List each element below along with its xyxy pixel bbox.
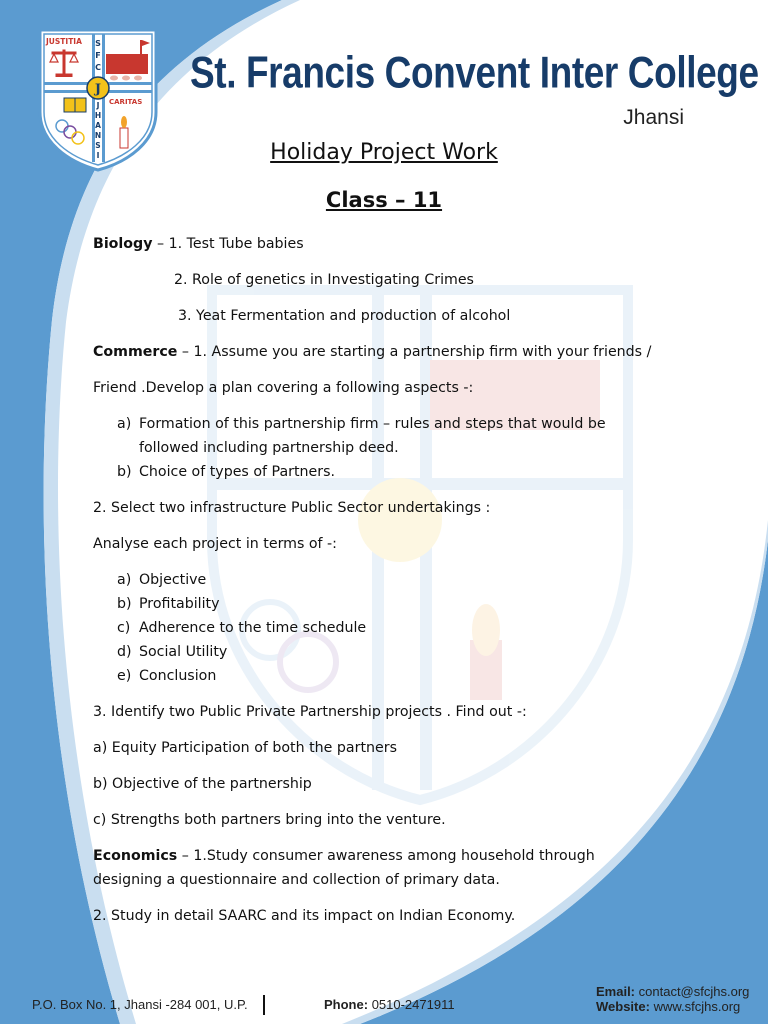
commerce-label: Commerce <box>93 344 178 360</box>
economics-q1-line-2: designing a questionnaire and collection of primary data. <box>93 872 500 888</box>
book-icon <box>64 98 86 112</box>
list-text: Social Utility <box>139 644 228 660</box>
crest-letter-a: A <box>95 121 101 130</box>
commerce-q3-item-b: b) Objective of the partnership <box>93 776 312 792</box>
commerce-q2-line-1: 2. Select two infrastructure Public Sector undertakings : <box>93 500 491 516</box>
footer-phone-number: 0510-2471911 <box>371 997 455 1012</box>
economics-q1-line-1 <box>93 844 595 868</box>
school-city: Jhansi <box>623 106 684 129</box>
footer-phone-label: Phone: <box>324 997 369 1012</box>
footer-website-label: Website: <box>596 999 650 1014</box>
list-marker: b) <box>117 464 132 480</box>
biology-item-3: 3. Yeat Fermentation and production of alcohol <box>178 308 511 324</box>
crest-letter-n: N <box>94 131 102 140</box>
crest-letter-c: C <box>95 63 101 72</box>
crest-letter-i: I <box>96 151 100 160</box>
list-text: Adherence to the time schedule <box>139 620 367 636</box>
economics-q1-text: – 1.Study consumer awareness among household through <box>177 848 595 864</box>
commerce-q1-line-2: Friend .Develop a plan covering a following aspects -: <box>93 380 474 396</box>
crest-letter-h: H <box>94 111 102 120</box>
list-marker: a) <box>117 572 132 588</box>
commerce-q3-item-a: a) Equity Participation of both the partners <box>93 740 397 756</box>
document-title <box>0 140 768 165</box>
economics-label: Economics <box>93 848 178 864</box>
list-text: Conclusion <box>139 668 217 684</box>
footer-phone <box>324 997 455 1012</box>
footer-email-link[interactable]: contact@sfcjhs.org <box>638 984 750 999</box>
commerce-q3-item-c: c) Strengths both partners bring into the venture. <box>93 812 446 828</box>
footer-divider <box>263 995 265 1015</box>
crest-letter-j: J <box>96 101 100 110</box>
footer-website <box>596 999 740 1014</box>
list-text: Profitability <box>139 596 220 612</box>
list-text: Objective <box>139 572 207 588</box>
biology-label: Biology <box>93 236 153 252</box>
footer-address: P.O. Box No. 1, Jhansi -284 001, U.P. <box>32 997 248 1012</box>
class-heading-text: Class – 11 <box>325 188 443 212</box>
crest-letter-s2: S <box>95 141 101 150</box>
crest-letter-f: F <box>95 51 101 60</box>
class-heading <box>0 188 768 212</box>
economics-q2-line: 2. Study in detail SAARC and its impact on Indian Economy. <box>93 908 516 924</box>
footer-email-label: Email: <box>596 984 636 999</box>
footer-email <box>596 984 749 999</box>
list-marker: d) <box>117 644 132 660</box>
list-text: followed including partnership deed. <box>139 440 399 456</box>
biology-item-1: 1. Test Tube babies <box>168 236 304 252</box>
list-marker: a) <box>117 416 132 432</box>
list-marker: c) <box>117 620 131 636</box>
biology-item-2: 2. Role of genetics in Investigating Crimes <box>174 272 474 288</box>
list-text: Choice of types of Partners. <box>139 464 335 480</box>
list-marker: b) <box>117 596 132 612</box>
list-marker: e) <box>117 668 132 684</box>
crest-letter-s: S <box>95 39 101 48</box>
footer-website-link[interactable]: www.sfcjhs.org <box>653 999 741 1014</box>
document-title-text: Holiday Project Work <box>270 140 498 165</box>
crest-center-letter: J <box>94 82 102 97</box>
commerce-q2-line-2: Analyse each project in terms of -: <box>93 536 337 552</box>
crest-caritas-text: CARITAS <box>109 98 143 106</box>
biology-line-1 <box>93 232 304 256</box>
crest-justitia-text: JUSTITIA <box>46 37 82 46</box>
commerce-q3-line: 3. Identify two Public Private Partnership projects . Find out -: <box>93 704 527 720</box>
commerce-q1-line-1 <box>93 340 651 364</box>
school-name-heading: St. Francis Convent Inter College <box>190 48 759 98</box>
biology-separator: – <box>152 236 169 252</box>
list-text: Formation of this partnership firm – rules and steps that would be <box>139 416 606 432</box>
commerce-q1-text: – 1. Assume you are starting a partnership firm with your friends / <box>177 344 652 360</box>
